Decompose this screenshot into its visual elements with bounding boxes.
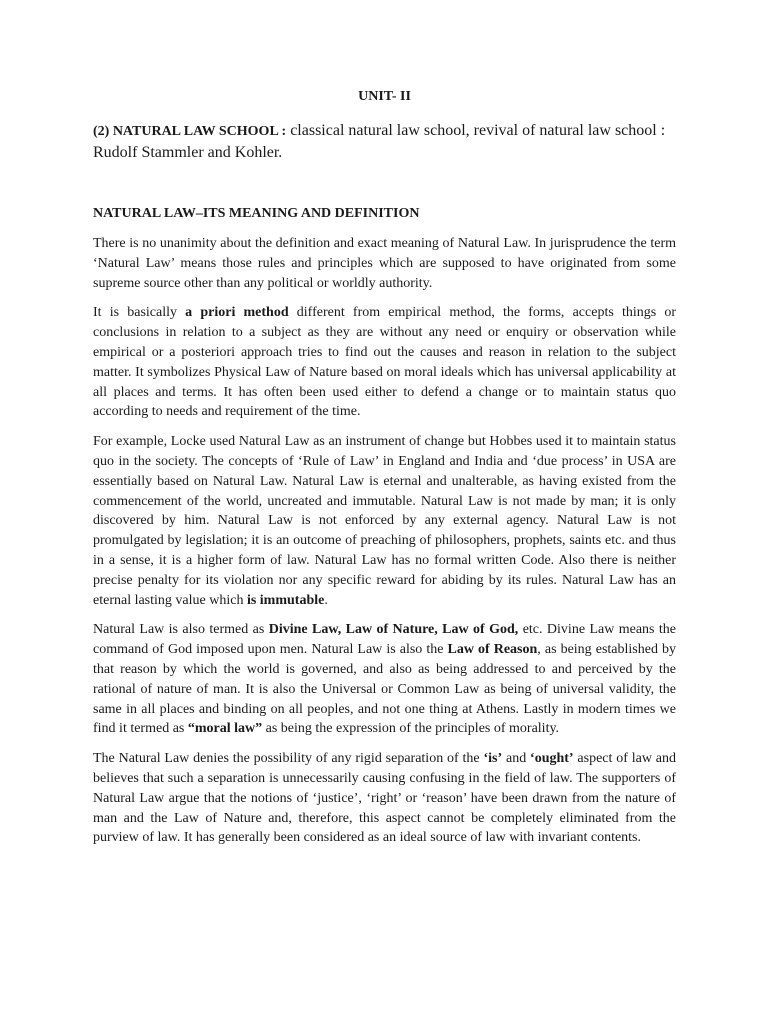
p4-bold-law-of-reason: Law of Reason	[447, 642, 538, 658]
section-heading: NATURAL LAW–ITS MEANING AND DEFINITION	[93, 206, 420, 221]
p5-text-a: The Natural Law denies the possibility of any rigid separation of the	[93, 751, 484, 767]
p5-bold-is: ‘is’	[483, 751, 503, 767]
paragraph-1: There is no unanimity about the definition and exact meaning of Natural Law. In jurisprudence the term ‘Natural Law’ means those rules and principles which are supposed to have originated from some supreme source other than any political or worldly authority.	[93, 236, 676, 291]
p5-text-c: and	[502, 751, 531, 767]
p4-text-c: etc. Divine Law means the command of God imposed upon men. Natural Law is also the	[93, 622, 677, 658]
p4-text-g: as being the expression of the principles of morality.	[262, 721, 560, 737]
p4-bold-terms: Divine Law, Law of Nature, Law of God,	[268, 622, 519, 638]
p2-text-c: different from empirical method, the forms, accepts things or conclusions in relation to a subject as they are without any need or enquiry or observation while empirical or a posteriori approach tries to find out the causes and reason in relation to the subject matter. It symbolizes Physical Law of Nature based on moral ideals which has universal applicability at all places and terms. It has often been used either to defend a change or to maintain status quo according to needs and requirement of the time.	[93, 305, 677, 420]
p3-text-c: .	[324, 592, 328, 608]
p4-text-e: , as being established by that reason by which the world is governed, and also as being addressed to and perceived by the rational of nature of man. It is also the Universal or Common Law as being of universal validity, the same in all places and binding on all peoples, and not one thing at Athens. Lastly in modern times we find it termed as	[93, 642, 676, 737]
p5-bold-ought: ‘ought’	[530, 751, 574, 767]
school-heading-label: (2) NATURAL LAW SCHOOL :	[93, 124, 287, 139]
p2-text-a: It is basically	[93, 305, 186, 321]
paragraph-2	[93, 303, 676, 422]
p5-text-e: aspect of law and believes that such a separation is unnecessarily causing confusing in the field of law. The supporters of Natural Law argue that the notions of ‘justice’, ‘right’ or ‘reason’ have been drawn from the nature of man and the Law of Nature and, therefore, this aspect cannot be completely eliminated from the purview of law. It has generally been considered as an ideal source of law with invariant contents.	[93, 751, 676, 846]
p3-bold-term: is immutable	[246, 592, 325, 608]
school-heading-text: classical natural law school, revival of natural law school : Rudolf Stammler and Kohler.	[93, 122, 666, 161]
paragraph-3	[93, 432, 676, 610]
p4-bold-moral-law: “moral law”	[187, 721, 263, 737]
paragraph-5	[93, 749, 676, 848]
p4-text-a: Natural Law is also termed as	[93, 622, 269, 638]
paragraph-4	[93, 620, 676, 739]
p2-bold-term: a priori method	[185, 305, 289, 321]
p3-text-a: For example, Locke used Natural Law as an instrument of change but Hobbes used it to maintain status quo in the society. The concepts of ‘Rule of Law’ in England and India and ‘due process’ in USA are essentially based on Natural Law. Natural Law is eternal and unalterable, as having existed from the commencement of the world, uncreated and immutable. Natural Law is not made by man; it is only discovered by him. Natural Law is not enforced by any external agency. Natural Law is not promulgated by legislation; it is an outcome of preaching of philosophers, prophets, saints etc. and thus in a sense, it is a higher form of law. Natural Law has no formal written Code. Also there is neither precise penalty for its violation nor any specific reward for abiding by its rules. Natural Law has an eternal lasting value which	[93, 434, 676, 608]
unit-title: UNIT- II	[358, 89, 411, 104]
school-heading	[93, 120, 676, 163]
